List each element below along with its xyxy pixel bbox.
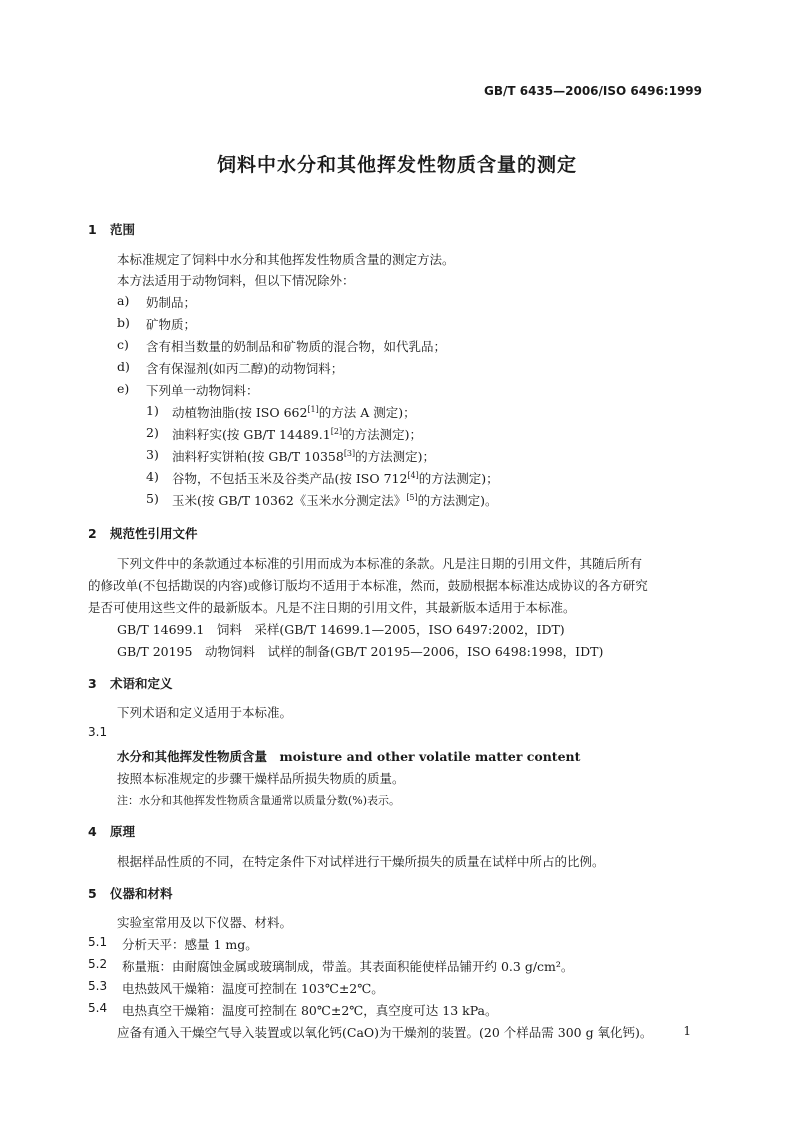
section-number: 4 xyxy=(88,824,97,839)
section-1-heading xyxy=(88,220,135,238)
sublist-label: 5) xyxy=(146,491,159,506)
section-title: 原理 xyxy=(110,824,136,839)
sublist-text xyxy=(172,491,498,509)
text: 的方法 A 测定)； xyxy=(318,405,416,420)
reference-marker: [3] xyxy=(343,448,356,458)
text: 油料籽实饼粕(按 GB/T 10358 xyxy=(172,449,344,464)
paragraph: 本标准规定了饲料中水分和其他挥发性物质含量的测定方法。 xyxy=(117,252,455,267)
paragraph: 应备有通入干燥空气导入装置或以氧化钙(CaO)为干燥剂的装置。(20 个样品需 300 g 氧化钙)。 xyxy=(117,1025,653,1040)
standard-number: GB/T 6435—2006/ISO 6496:1999 xyxy=(483,84,702,98)
normative-reference: GB/T 14699.1 饲料 采样(GB/T 14699.1—2005，ISO 6497:2002，IDT) xyxy=(117,622,565,637)
list-label: e) xyxy=(117,381,130,396)
list-item xyxy=(117,359,130,374)
paragraph: 下列术语和定义适用于本标准。 xyxy=(117,705,293,720)
page-number: 1 xyxy=(683,1024,691,1038)
list-label: a) xyxy=(117,293,130,308)
text: 玉米(按 GB/T 10362《玉米水分测定法》 xyxy=(172,493,407,508)
paragraph-line: 的修改单(不包括勘误的内容)或修订版均不适用于本标准，然而，鼓励根据本标准达成协议的各方研究 xyxy=(88,578,648,593)
list-item xyxy=(117,293,129,308)
text: 谷物，不包括玉米及谷类产品(按 ISO 712 xyxy=(172,471,408,486)
sublist-text xyxy=(172,403,416,421)
note: 注：水分和其他挥发性物质含量通常以质量分数(%)表示。 xyxy=(117,794,401,807)
section-title: 仪器和材料 xyxy=(110,886,173,901)
list-text: 矿物质； xyxy=(146,317,197,332)
section-title: 范围 xyxy=(110,222,136,237)
reference-marker: [5] xyxy=(406,492,418,502)
section-5-heading xyxy=(88,884,173,902)
item-number: 5.2 xyxy=(88,957,108,971)
text: 的方法测定)； xyxy=(418,471,499,486)
sublist-text xyxy=(172,447,435,465)
section-number: 3 xyxy=(88,676,97,691)
sublist-label: 1) xyxy=(146,403,159,418)
item-text: 分析天平：感量 1 mg。 xyxy=(122,937,258,952)
section-2-heading xyxy=(88,524,198,542)
paragraph-line: 是否可使用这些文件的最新版本。凡是不注日期的引用文件，其最新版本适用于本标准。 xyxy=(88,600,576,615)
list-label: c) xyxy=(117,337,129,352)
reference-marker: [1] xyxy=(307,404,319,414)
section-number: 1 xyxy=(88,222,97,237)
list-text: 含有相当数量的奶制品和矿物质的混合物，如代乳品； xyxy=(146,339,447,354)
list-item xyxy=(117,381,129,396)
text: 动植物油脂(按 ISO 662 xyxy=(172,405,308,420)
sublist-text xyxy=(172,425,422,443)
term-definition: 按照本标准规定的步骤干燥样品所损失物质的质量。 xyxy=(117,771,405,786)
document-title: 饲料中水分和其他挥发性物质含量的测定 xyxy=(216,154,577,176)
reference-marker: [4] xyxy=(407,470,419,480)
reference-marker: [2] xyxy=(330,426,343,436)
list-text: 奶制品； xyxy=(146,295,197,310)
section-number: 5 xyxy=(88,886,97,901)
list-text: 含有保湿剂(如丙二醇)的动物饲料； xyxy=(146,361,344,376)
paragraph: 实验室常用及以下仪器、材料。 xyxy=(117,915,293,930)
item-text: 电热鼓风干燥箱：温度可控制在 103℃±2℃。 xyxy=(122,981,384,996)
paragraph: 根据样品性质的不同，在特定条件下对试样进行干燥所损失的质量在试样中所占的比例。 xyxy=(117,854,605,869)
list-item xyxy=(117,337,129,352)
text: 油料籽实(按 GB/T 14489.1 xyxy=(172,427,331,442)
item-text: 称量瓶：由耐腐蚀金属或玻璃制成，带盖。其表面积能使样品铺开约 0.3 g/cm²。 xyxy=(122,959,574,974)
list-item xyxy=(117,315,130,330)
list-label: b) xyxy=(117,315,130,330)
term: 水分和其他挥发性物质含量 moisture and other volatile matter content xyxy=(117,749,581,764)
list-text: 下列单一动物饲料： xyxy=(146,383,259,398)
item-number: 5.4 xyxy=(88,1001,108,1015)
sublist-label: 2) xyxy=(146,425,159,440)
section-title: 规范性引用文件 xyxy=(110,526,198,541)
normative-reference: GB/T 20195 动物饲料 试样的制备(GB/T 20195—2006，ISO 6498:1998，IDT) xyxy=(117,644,604,659)
sublist-label: 4) xyxy=(146,469,159,484)
paragraph-line: 下列文件中的条款通过本标准的引用而成为本标准的条款。凡是注日期的引用文件，其随后所有 xyxy=(117,556,643,571)
section-4-heading xyxy=(88,822,135,840)
paragraph: 本方法适用于动物饲料，但以下情况除外： xyxy=(117,273,355,288)
text: 的方法测定)； xyxy=(342,427,422,442)
sublist-text xyxy=(172,469,499,487)
section-3-heading xyxy=(88,674,173,692)
subclause-number: 3.1 xyxy=(88,725,108,739)
section-title: 术语和定义 xyxy=(110,676,173,691)
item-number: 5.3 xyxy=(88,979,108,993)
section-number: 2 xyxy=(88,526,97,541)
list-label: d) xyxy=(117,359,130,374)
text: 的方法测定)； xyxy=(355,449,436,464)
item-number: 5.1 xyxy=(88,935,108,949)
sublist-label: 3) xyxy=(146,447,159,462)
text: 的方法测定)。 xyxy=(417,493,498,508)
item-text: 电热真空干燥箱：温度可控制在 80℃±2℃，真空度可达 13 kPa。 xyxy=(122,1003,498,1018)
